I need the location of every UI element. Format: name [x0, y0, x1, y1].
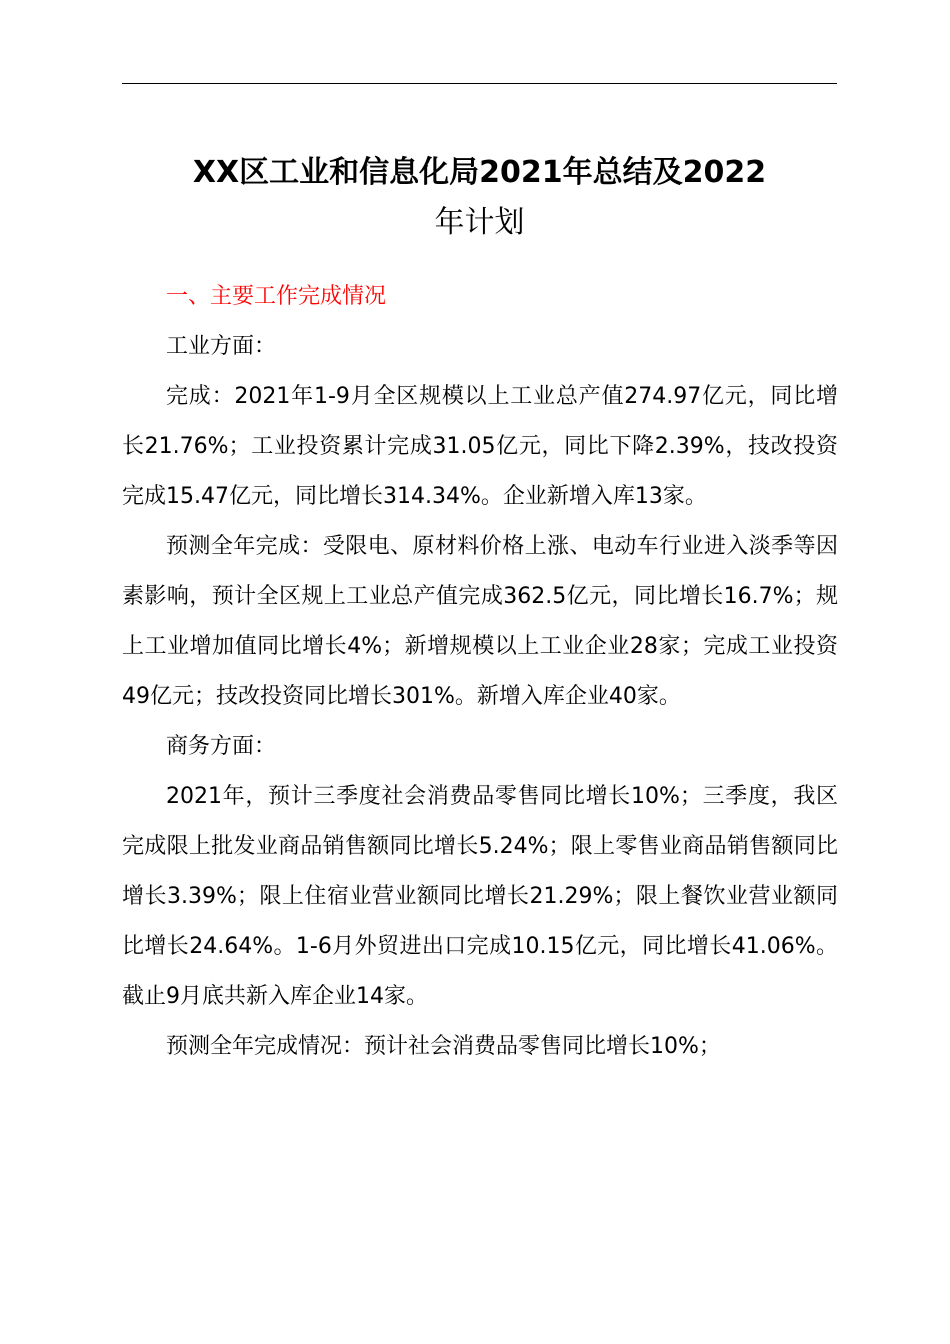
header-rule — [122, 83, 837, 84]
document-body — [122, 272, 838, 1072]
paragraph-industry-label: 工业方面： — [166, 334, 277, 359]
paragraph-commerce-forecast: 预测全年完成情况：预计社会消费品零售同比增长10%； — [166, 1034, 721, 1059]
paragraph-industry-forecast: 预测全年完成：受限电、原材料价格上涨、电动车行业进入淡季等因素影响，预计全区规上工业总产值完成362.5亿元，同比增长16.7%；规上工业增加值同比增长4%；新增规模以上工业企业28家；完成工业投资49亿元；技改投资同比增长301%。新增入库企业40家。 — [122, 534, 838, 709]
title-line-2: 年计划 — [434, 205, 525, 240]
section-heading-main-work: 一、主要工作完成情况 — [166, 284, 387, 309]
title-line-1: XX区工业和信息化局2021年总结及2022 — [192, 155, 767, 190]
paragraph-industry-completed: 完成：2021年1-9月全区规模以上工业总产值274.97亿元，同比增长21.76%；工业投资累计完成31.05亿元，同比下降2.39%，技改投资完成15.47亿元，同比增长314.34%。企业新增入库13家。 — [122, 384, 838, 509]
document-title — [122, 148, 837, 248]
paragraph-commerce-2021: 2021年，预计三季度社会消费品零售同比增长10%；三季度，我区完成限上批发业商品销售额同比增长5.24%；限上零售业商品销售额同比增长3.39%；限上住宿业营业额同比增长21.29%；限上餐饮业营业额同比增长24.64%。1-6月外贸进出口完成10.15亿元，同比增长41.06%。截止9月底共新入库企业14家。 — [122, 784, 838, 1009]
paragraph-commerce-label: 商务方面： — [166, 734, 277, 759]
